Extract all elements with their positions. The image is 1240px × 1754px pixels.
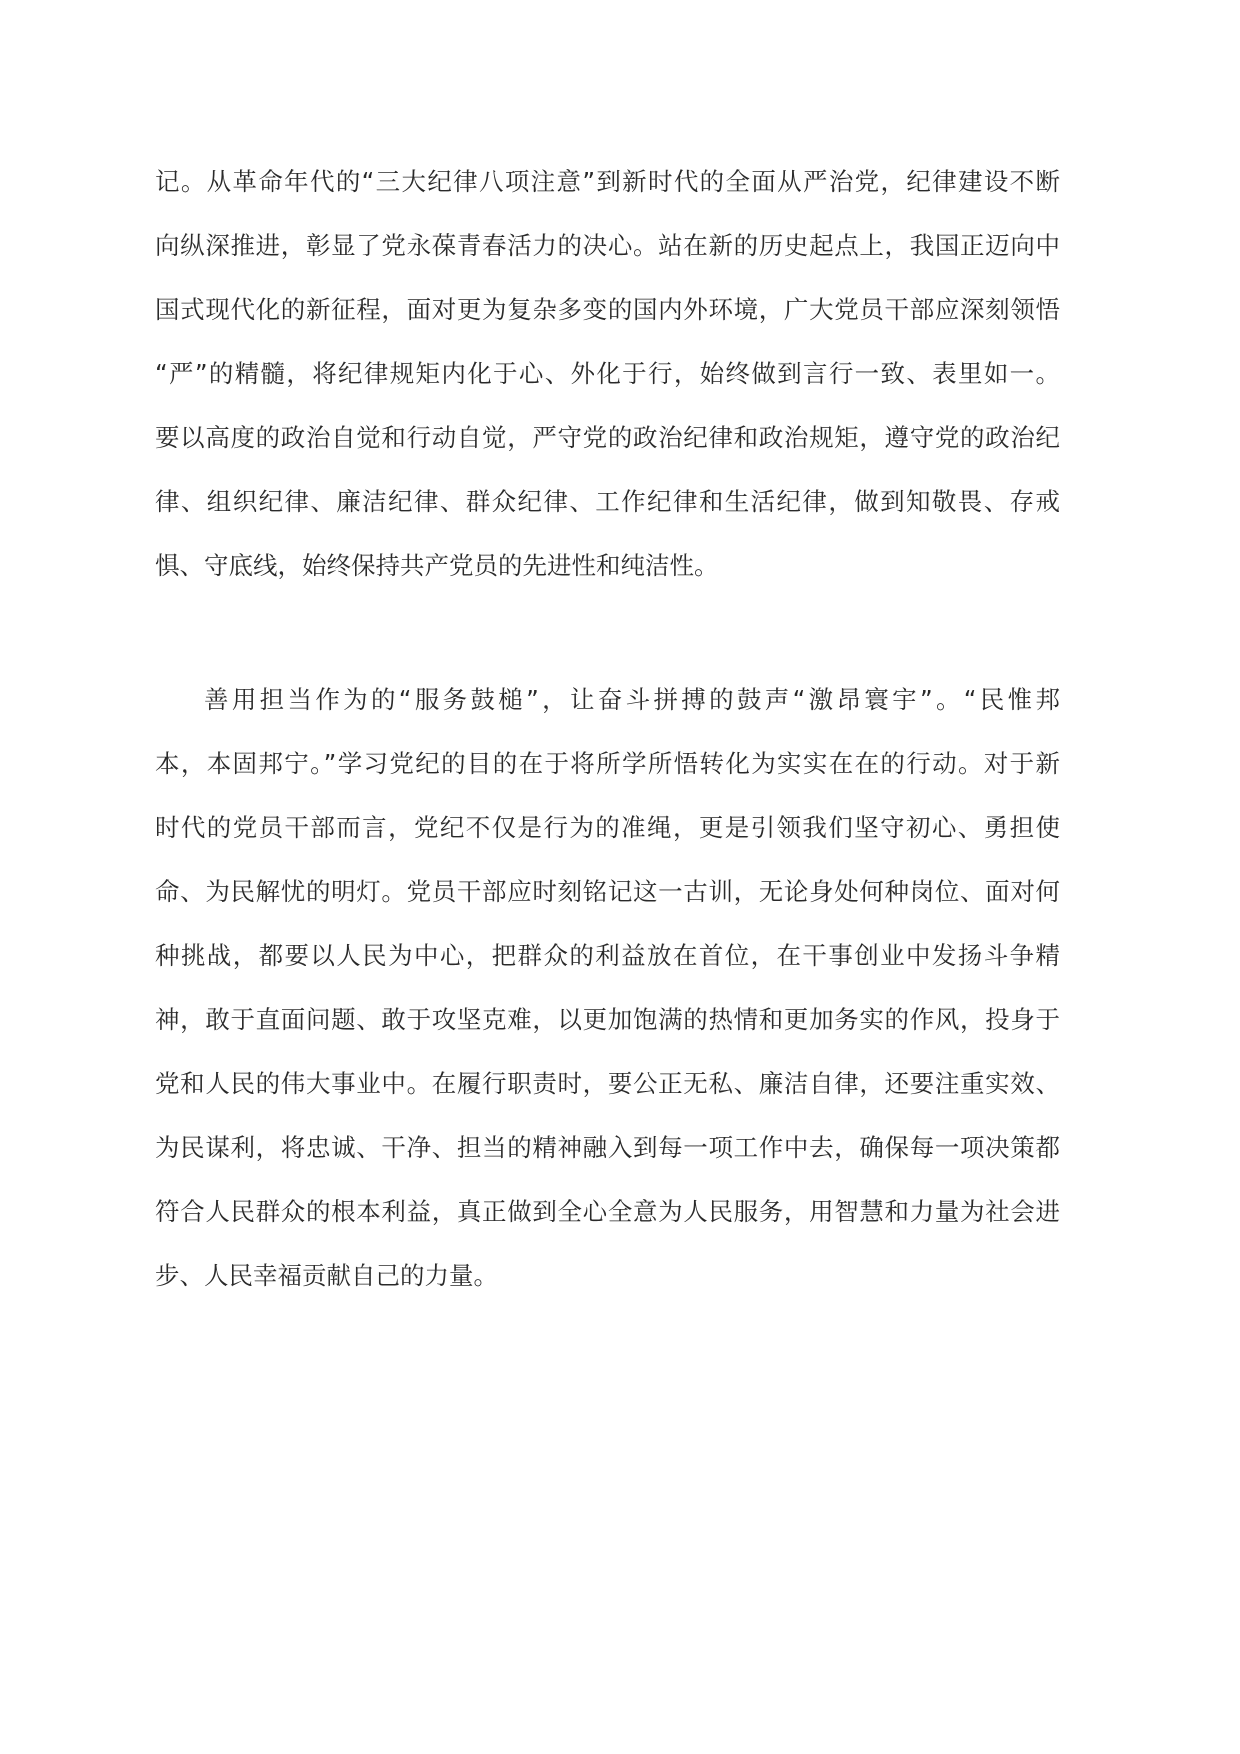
paragraph-line: 惧、守底线，始终保持共产党员的先进性和纯洁性。 <box>155 551 719 580</box>
paragraph-line: 种挑战，都要以人民为中心，把群众的利益放在首位，在干事创业中发扬斗争精 <box>155 941 1060 970</box>
paragraph-line: 国式现代化的新征程，面对更为复杂多变的国内外环境，广大党员干部应深刻领悟 <box>155 295 1060 324</box>
paragraph-line: 本，本固邦宁。”学习党纪的目的在于将所学所悟转化为实实在在的行动。对于新 <box>155 749 1060 778</box>
paragraph-line: 为民谋利，将忠诚、干净、担当的精神融入到每一项工作中去，确保每一项决策都 <box>155 1133 1060 1162</box>
paragraph-line: 命、为民解忧的明灯。党员干部应时刻铭记这一古训，无论身处何种岗位、面对何 <box>155 877 1060 906</box>
paragraph-line: 神，敢于直面问题、敢于攻坚克难，以更加饱满的热情和更加务实的作风，投身于 <box>155 1005 1060 1034</box>
paragraph-line: 善用担当作为的“服务鼓槌”，让奋斗拼搏的鼓声“激昂寰宇”。“民惟邦 <box>204 685 1060 714</box>
paragraph-line: 律、组织纪律、廉洁纪律、群众纪律、工作纪律和生活纪律，做到知敬畏、存戒 <box>155 487 1060 516</box>
paragraph-service <box>155 668 1060 1308</box>
paragraph-line: 向纵深推进，彰显了党永葆青春活力的决心。站在新的历史起点上，我国正迈向中 <box>155 231 1060 260</box>
paragraph-line: “严”的精髓，将纪律规矩内化于心、外化于行，始终做到言行一致、表里如一。 <box>155 359 1060 388</box>
paragraph-line: 记。从革命年代的“三大纪律八项注意”到新时代的全面从严治党，纪律建设不断 <box>155 167 1060 196</box>
paragraph-line: 要以高度的政治自觉和行动自觉，严守党的政治纪律和政治规矩，遵守党的政治纪 <box>155 423 1060 452</box>
paragraph-discipline <box>155 150 1060 598</box>
paragraph-line: 步、人民幸福贡献自己的力量。 <box>155 1261 498 1290</box>
paragraph-line: 党和人民的伟大事业中。在履行职责时，要公正无私、廉洁自律，还要注重实效、 <box>155 1069 1060 1098</box>
paragraph-line: 时代的党员干部而言，党纪不仅是行为的准绳，更是引领我们坚守初心、勇担使 <box>155 813 1060 842</box>
paragraph-line: 符合人民群众的根本利益，真正做到全心全意为人民服务，用智慧和力量为社会进 <box>155 1197 1060 1226</box>
